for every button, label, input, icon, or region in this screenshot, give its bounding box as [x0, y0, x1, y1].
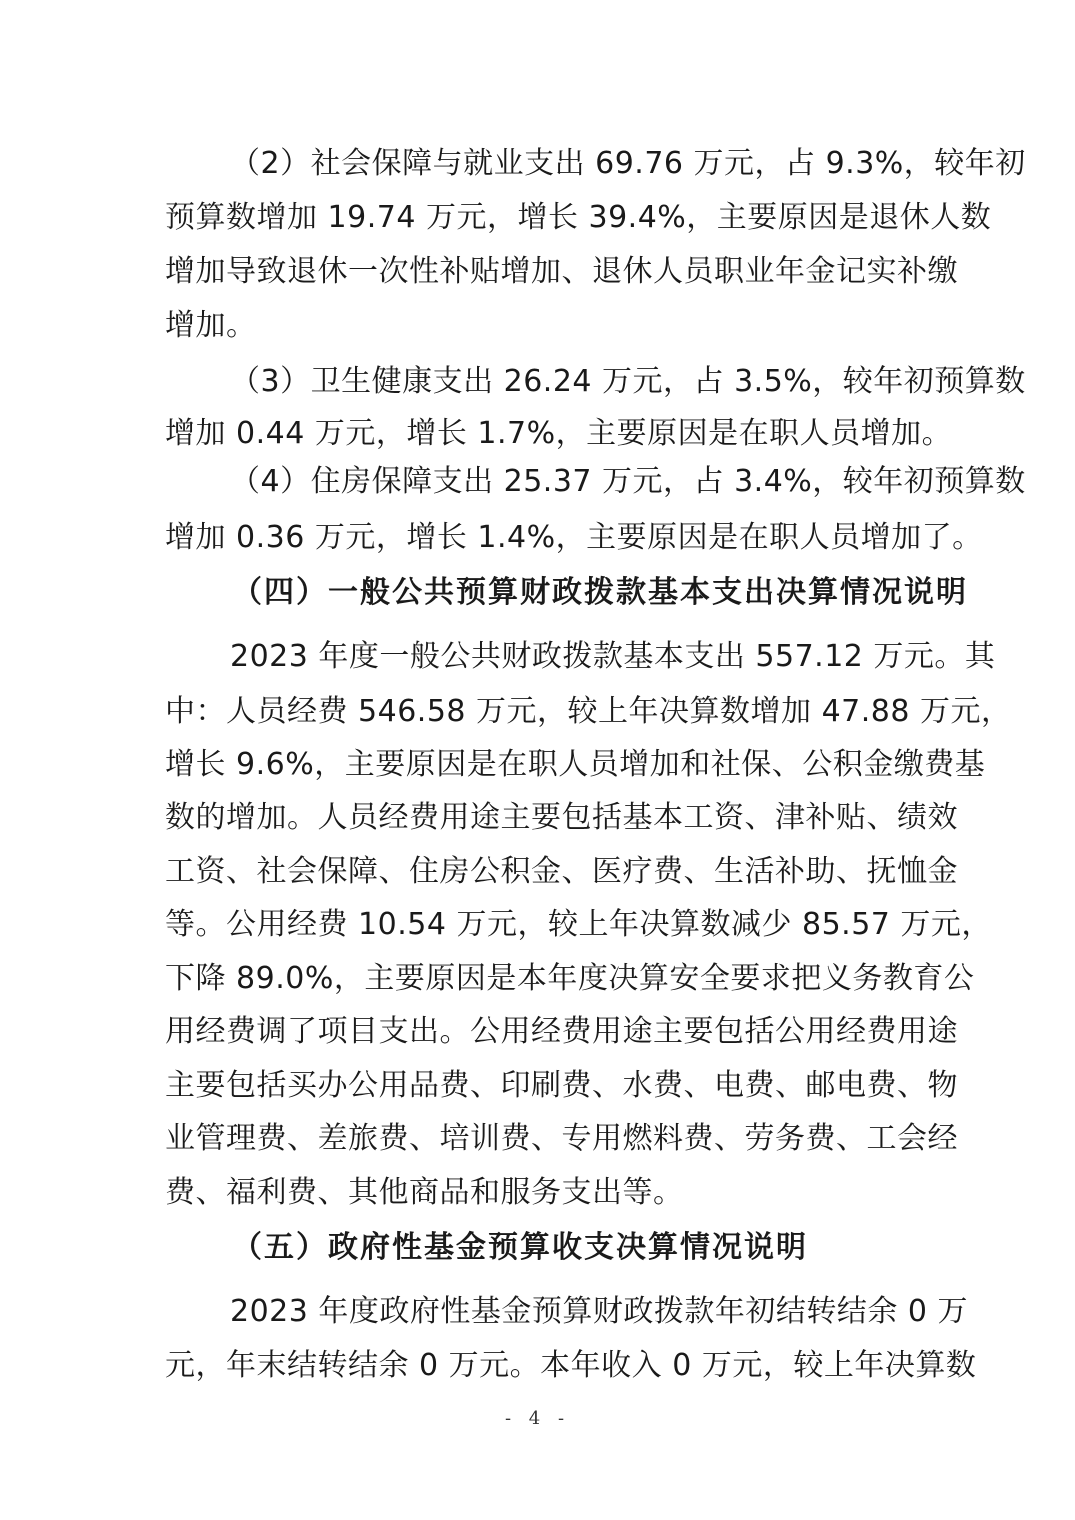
paragraph-line: （2）社会保障与就业支出 69.76 万元，占 9.3%，较年初 [230, 146, 1026, 181]
paragraph-line: 用经费调了项目支出。公用经费用途主要包括公用经费用途 [165, 1014, 958, 1049]
paragraph-line: 费、福利费、其他商品和服务支出等。 [165, 1175, 684, 1210]
paragraph-line: 业管理费、差旅费、培训费、专用燃料费、劳务费、工会经 [165, 1121, 958, 1156]
paragraph-line: 增加。 [165, 308, 257, 343]
paragraph-line: 主要包括买办公用品费、印刷费、水费、电费、邮电费、物 [165, 1068, 958, 1103]
paragraph-line: 中：人员经费 546.58 万元，较上年决算数增加 47.88 万元， [165, 694, 1012, 729]
paragraph-line: （3）卫生健康支出 26.24 万元，占 3.5%，较年初预算数 [230, 364, 1026, 399]
paragraph-line: 增加 0.44 万元，增长 1.7%，主要原因是在职人员增加。 [165, 416, 953, 451]
paragraph-line: 增加 0.36 万元，增长 1.4%，主要原因是在职人员增加了。 [165, 520, 983, 555]
paragraph-line: 等。公用经费 10.54 万元，较上年决算数减少 85.57 万元， [165, 907, 992, 942]
paragraph-line: 数的增加。人员经费用途主要包括基本工资、津补贴、绩效 [165, 800, 958, 835]
paragraph-line: 元，年末结转结余 0 万元。本年收入 0 万元，较上年决算数 [165, 1348, 977, 1383]
page-number: - 4 - [504, 1408, 571, 1429]
paragraph-line: 下降 89.0%，主要原因是本年度决算安全要求把义务教育公 [165, 961, 975, 996]
section-heading: （四）一般公共预算财政拨款基本支出决算情况说明 [232, 575, 968, 610]
paragraph-line: 2023 年度政府性基金预算财政拨款年初结转结余 0 万 [230, 1294, 969, 1329]
paragraph-line: 增加导致退休一次性补贴增加、退休人员职业年金记实补缴 [165, 254, 958, 289]
paragraph-line: （4）住房保障支出 25.37 万元，占 3.4%，较年初预算数 [230, 464, 1026, 499]
paragraph-line: 2023 年度一般公共财政拨款基本支出 557.12 万元。其 [230, 639, 996, 674]
section-heading: （五）政府性基金预算收支决算情况说明 [232, 1230, 808, 1265]
paragraph-line: 预算数增加 19.74 万元，增长 39.4%，主要原因是退休人数 [165, 200, 992, 235]
paragraph-line: 工资、社会保障、住房公积金、医疗费、生活补助、抚恤金 [165, 854, 958, 889]
paragraph-line: 增长 9.6%，主要原因是在职人员增加和社保、公积金缴费基 [165, 747, 986, 782]
